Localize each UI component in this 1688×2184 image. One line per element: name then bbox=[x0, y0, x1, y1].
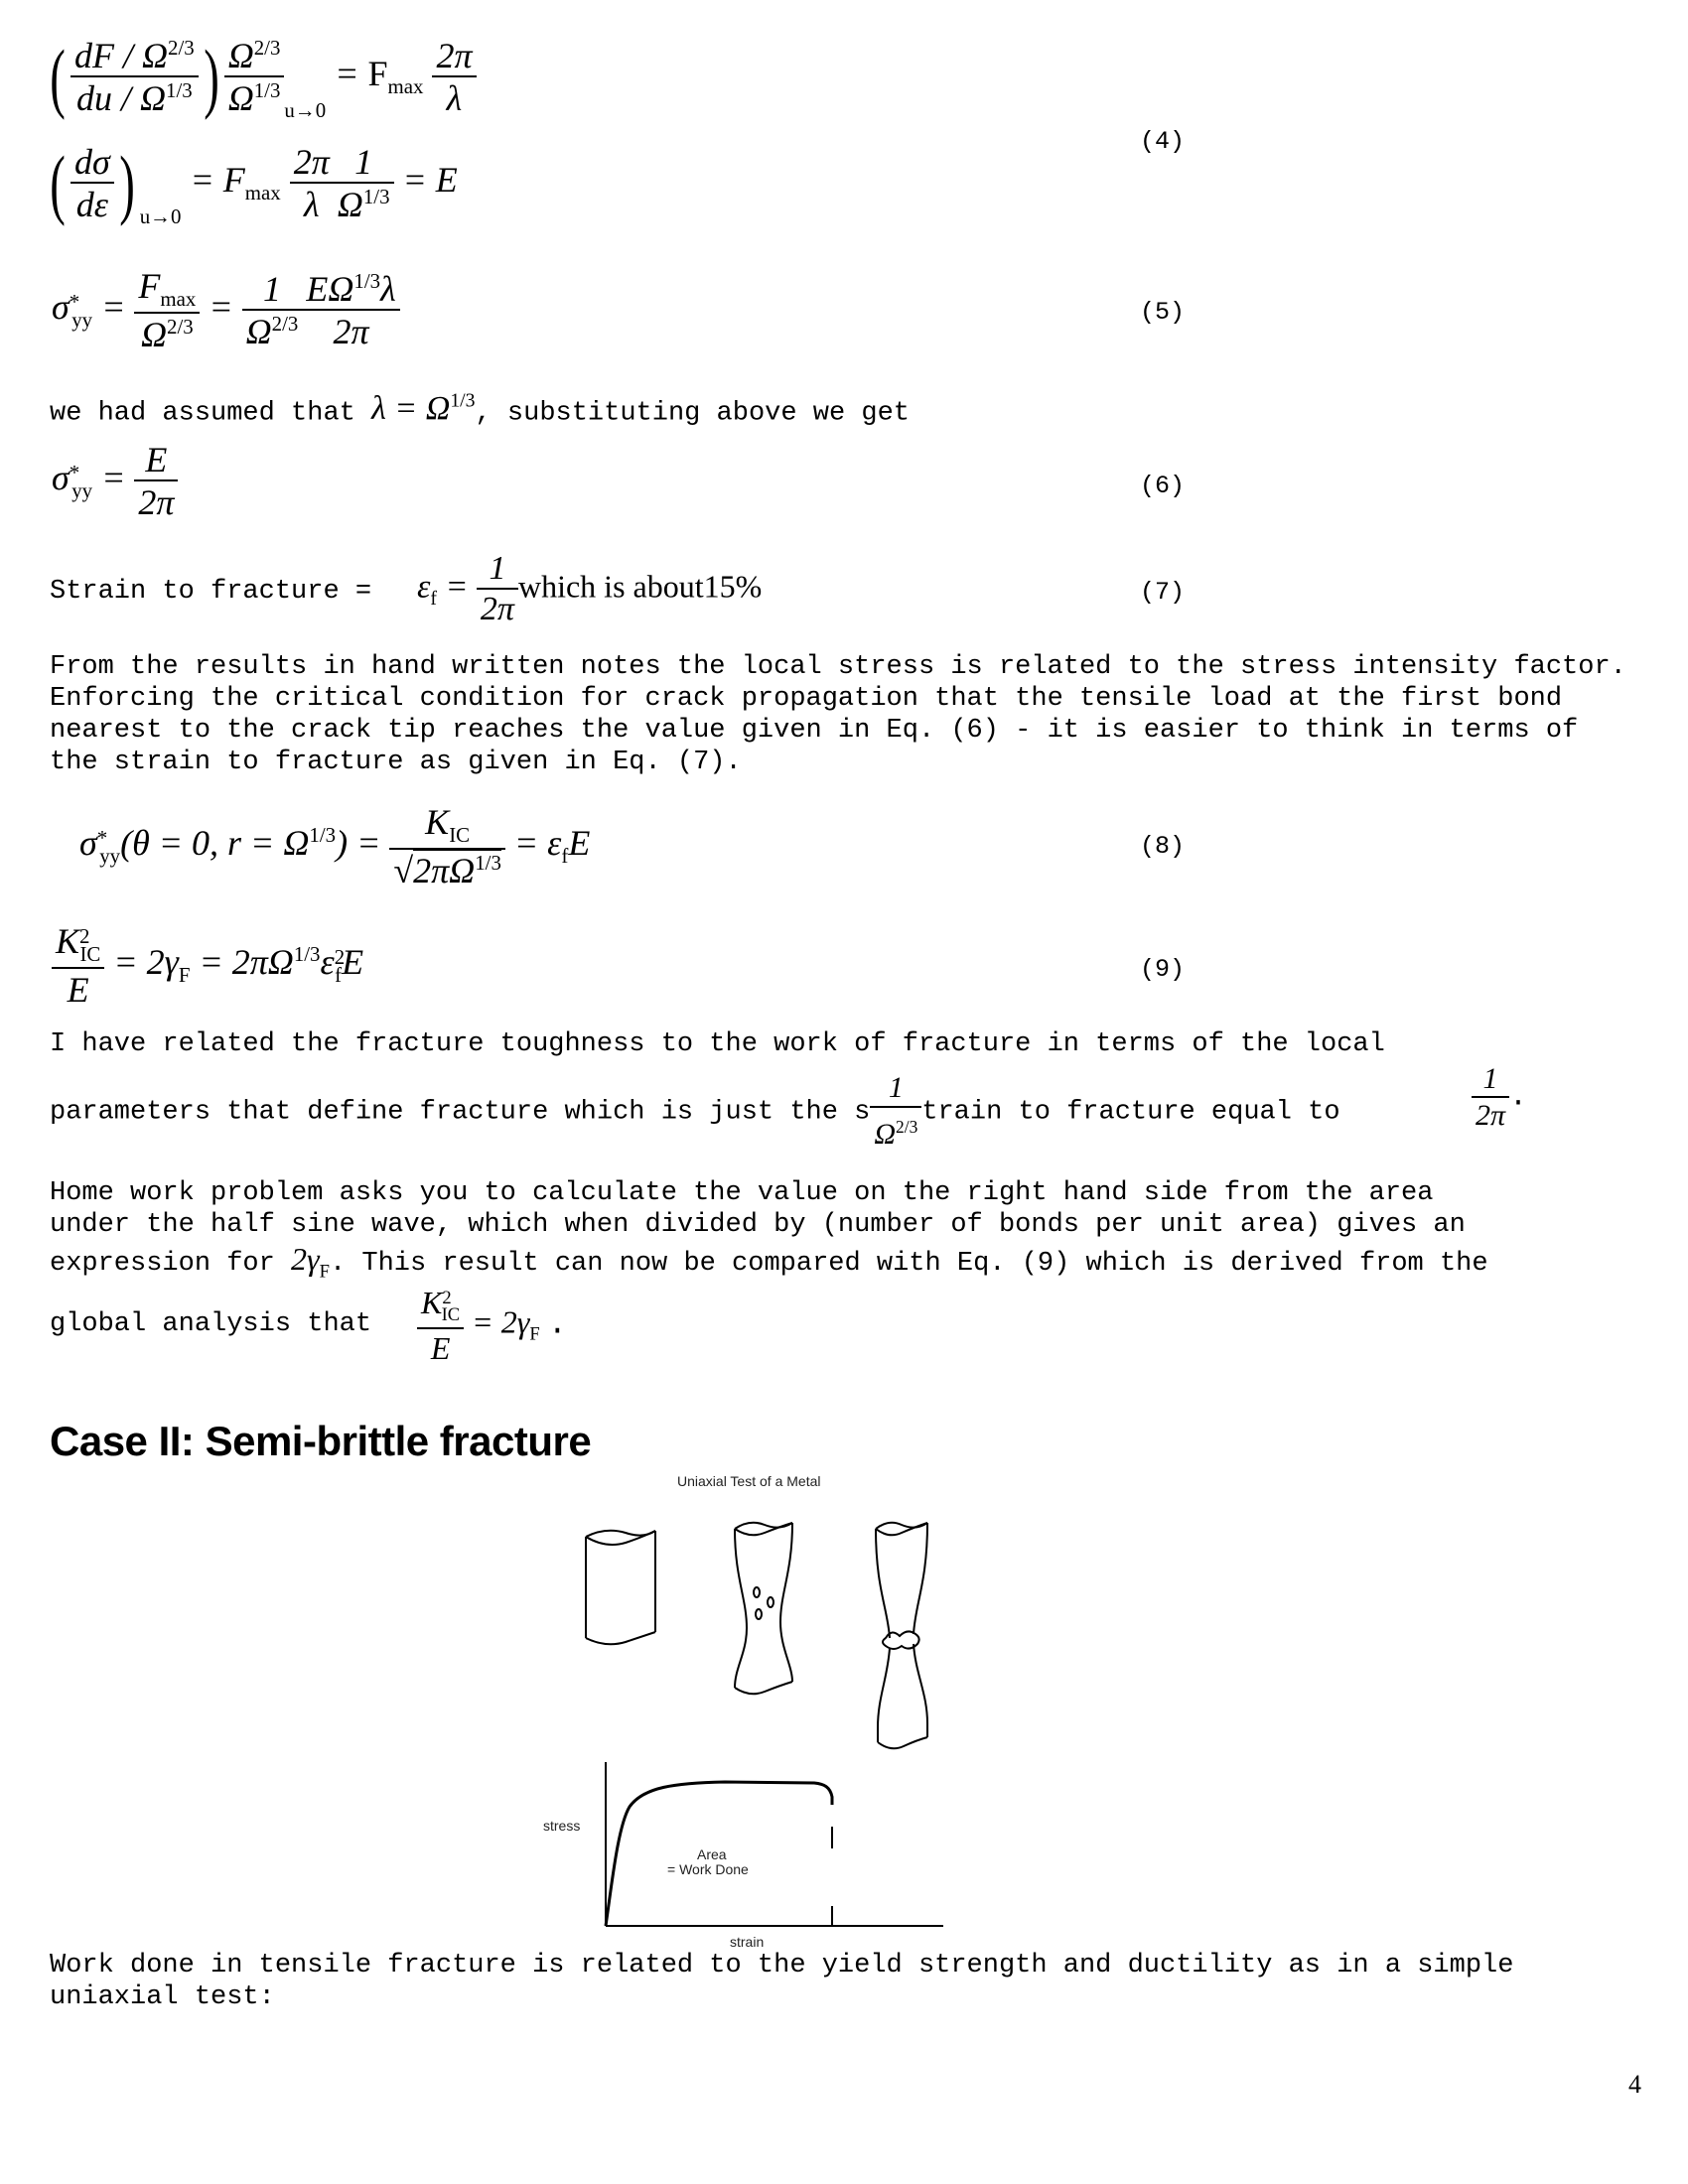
equation-5: $\sigma^*_{yy}$ = $\frac{F_{max}}{\Omega^{2/3}}$ = $\frac{1}{\Omega^{2/3}}$ $\frac{E\Omega^{1/3}\lambda}{2\pi}$ bbox=[52, 268, 400, 352]
toughness-line2-start: parameters that define fracture which is just the s bbox=[50, 1097, 871, 1128]
strain-tail: which is about15% bbox=[517, 568, 763, 605]
uniaxial-test-figure bbox=[526, 1489, 1003, 1936]
paragraph-toughness-line1: I have related the fracture toughness to the work of fracture in terms of the local bbox=[50, 1029, 1385, 1059]
figure-y-axis-label: stress bbox=[543, 1818, 581, 1834]
assumption-line: we had assumed that $\lambda = \Omega^{1/3}$, substituting above we get bbox=[50, 390, 910, 429]
homework-line3: expression for $2\gamma_F$. This result can now be compared with Eq. (9) which is derived from the bbox=[50, 1241, 1488, 1283]
global-analysis-equation: $\frac{K^2_{IC}}{E}$ = $2\gamma_F$ . bbox=[417, 1287, 567, 1364]
equation-number-4: (4) bbox=[1140, 127, 1186, 156]
specimen-intact bbox=[586, 1531, 655, 1645]
figure-area-label: Area bbox=[697, 1846, 727, 1862]
strain-label: Strain to fracture = bbox=[50, 577, 372, 607]
homework-line4 bbox=[50, 1308, 371, 1340]
paragraph-work-done: Work done in tensile fracture is related to the yield strength and ductility as in a simple uniaxial test: bbox=[50, 1951, 1530, 2012]
equation-number-6: (6) bbox=[1140, 472, 1186, 500]
equation-number-7: (7) bbox=[1140, 578, 1186, 607]
homework-line2: under the half sine wave, which when divided by (number of bonds per unit area) gives an bbox=[50, 1210, 1466, 1240]
equation-4b: ( $\frac{d\sigma}{d\varepsilon}$ ) $_{u\to 0} = F_{max}$ $\frac{2\pi}{\lambda}$ $\frac{1}{\Omega^{1/3}}$ = E bbox=[50, 139, 458, 228]
equation-6: $\sigma^*_{yy}$ = $\frac{E}{2\pi}$ bbox=[52, 442, 178, 520]
equation-number-8: (8) bbox=[1140, 832, 1186, 861]
assumption-tail: , substituting above we get bbox=[475, 398, 910, 429]
figure-work-label: = Work Done bbox=[667, 1861, 749, 1877]
figure-title: Uniaxial Test of a Metal bbox=[677, 1473, 821, 1489]
equation-4a: ( $\frac{dF / \Omega^{2/3}}{du / \Omega^{1/3}}$ ) $\frac{\Omega^{2/3}}{\Omega^{1/3}}$ $_{u\to 0} = F_{max}$ $\frac{2\pi}{\lambda}$ bbox=[45, 38, 477, 121]
page-number: 4 bbox=[1628, 2070, 1641, 2099]
homework-line1: Home work problem asks you to calculate the value on the right hand side from the area bbox=[50, 1178, 1434, 1208]
paragraph-local-stress: From the results in hand written notes the local stress is related to the stress intensity factor. Enforcing the critical condition for crack propagation that the tensile load at the first bond nearest to the crack tip reaches the value given in Eq. (6) - it is easier to think in terms of the strain to fracture as given in Eq. (7). bbox=[50, 652, 1643, 777]
equation-number-9: (9) bbox=[1140, 955, 1186, 984]
equation-9: $\frac{K^2_{IC}}{E}$ = $2\gamma_F = 2\pi\Omega^{1/3}\varepsilon^2_fE$ bbox=[52, 923, 363, 1008]
toughness-line2-end: train to fracture equal to bbox=[921, 1097, 1340, 1128]
figure-x-axis-label: strain bbox=[730, 1934, 765, 1950]
homework-line3-start: expression for bbox=[50, 1249, 275, 1279]
equation-7: $\varepsilon_f$ = $\frac{1}{2\pi}$ which is about15% bbox=[417, 550, 763, 627]
assumption-text: we had assumed that bbox=[50, 398, 355, 429]
equation-number-5: (5) bbox=[1140, 298, 1186, 327]
specimen-fractured bbox=[876, 1523, 927, 1749]
homework-line3-end: . This result can now be compared with Eq. (9) which is derived from the bbox=[329, 1249, 1488, 1279]
homework-line4-start: global analysis that bbox=[50, 1309, 372, 1339]
paragraph-toughness-line2: parameters that define fracture which is just the s $\frac{1}{\Omega^{2/3}}$ train to fracture equal to bbox=[50, 1071, 1340, 1151]
toughness-fraction: $\frac{1}{2\pi}$ . bbox=[1472, 1064, 1527, 1131]
section-heading: Case II: Semi-brittle fracture bbox=[50, 1418, 592, 1464]
equation-8: $\sigma^*_{yy}(\theta = 0$, $r = \Omega^{1/3}$) = $\frac{K_{IC}}{√2\pi\Omega^{1/3}}$ = $\varepsilon_fE$ bbox=[79, 802, 591, 891]
specimen-necking bbox=[735, 1523, 792, 1695]
